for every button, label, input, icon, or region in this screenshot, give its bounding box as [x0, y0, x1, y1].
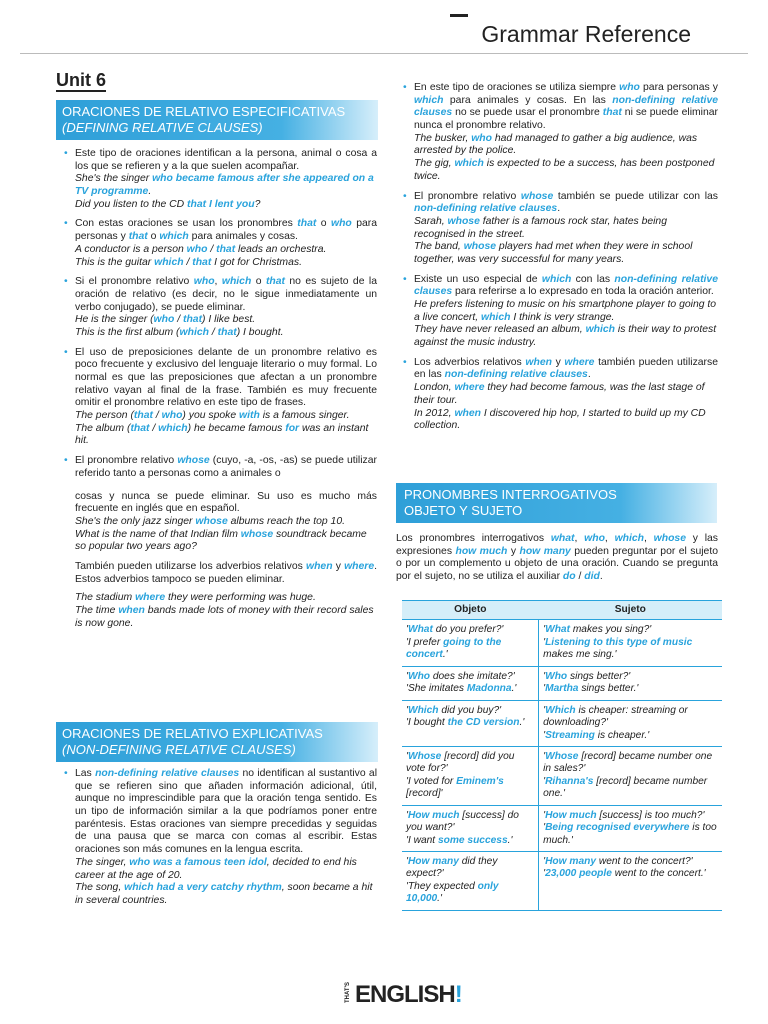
list-item: • El pronombre relativo whose también se puede utilizar con las non-defining relative clauses.	[403, 191, 718, 216]
table-cell: 'Which is cheaper: streaming or downloading?' 'Streaming is cheaper.'	[539, 700, 722, 746]
page-header	[0, 0, 768, 60]
table-cell: 'Whose [record] did you vote for?' 'I voted for Eminem's [record]'	[402, 746, 539, 805]
table-cell: 'What do you prefer?' 'I prefer going to the concert.'	[402, 620, 539, 666]
list-item: • Este tipo de oraciones identifican a la persona, animal o cosa a los que se refieren y a la que suelen acompañar.	[64, 148, 377, 173]
example: Sarah, whose father is a famous rock star, hates being recognised in the street. The band, whose players had met when they were in school together, was very successful for many years.	[414, 215, 693, 265]
right-column-text	[403, 82, 718, 433]
example: The singer, who was a famous teen idol, decided to end his career at the age of 20. The song, which had a very catchy rhythm, soon became a hit in several countries.	[75, 856, 373, 906]
table-cell: 'How many did they expect?' 'They expected only 10,000.'	[402, 852, 539, 911]
paragraph: cosas y nunca se puede eliminar. Su uso es mucho más frecuente en inglés que en español.	[75, 490, 377, 515]
table-cell: 'How much [success] do you want?' 'I want some success.'	[402, 805, 539, 851]
header-cell: Objeto	[402, 601, 539, 620]
example: London, where they had become famous, was the last stage of their tour. In 2012, when I discovered hip hop, I started to build up my CD collection.	[414, 382, 706, 432]
page-title: Grammar Reference	[481, 21, 691, 47]
interrogatives-paragraph: Los pronombres interrogativos what, who, which, whose y las expresiones how much y how many pueden preguntar por el sujeto o por un complemento u objeto de una oración. Cuando se pregunta por el sujeto, no se utiliza el auxiliar do / did.	[396, 533, 719, 583]
list-item: • El uso de preposiciones delante de un pronombre relativo es poco frecuente y exclusivo del lenguaje literario o muy formal. Lo normal es que las preposiciones que afectan a un pronombre relativo vayan al final de la frase. También es muy frecuente omitir el pronombre relativo en este tipo de frases.	[64, 347, 377, 410]
table-cell: 'Who sings better?' 'Martha sings better.'	[539, 666, 722, 700]
table-row	[402, 805, 722, 851]
table-cell: 'How many went to the concert?' '23,000 people went to the concert.'	[539, 852, 722, 911]
table-cell: 'Whose [record] became number one in sales?' 'Rihanna's [record] became number one.'	[539, 746, 722, 805]
unit-title: Unit 6	[56, 70, 107, 90]
example: The stadium where they were performing was huge. The time when bands made lots of money with their record sales is now gone.	[75, 592, 374, 629]
non-defining-section	[64, 768, 377, 908]
logo-small: THAT'S	[345, 982, 351, 1003]
band-subtitle: (NON-DEFINING RELATIVE CLAUSES)	[62, 742, 296, 757]
table-row	[402, 746, 722, 805]
example: The busker, who had managed to gather a big audience, was arrested by the police. The gig, which is expected to be a success, has been postponed twice.	[414, 132, 715, 182]
table-header-row	[402, 601, 722, 620]
list-item: • Existe un uso especial de which con las non-defining relative clauses para referirse a lo expresado en toda la oración anterior.	[403, 274, 718, 299]
table-cell: 'Which did you buy?' 'I bought the CD version.'	[402, 700, 539, 746]
list-item: • Si el pronombre relativo who, which o that no es sujeto de la oración de relativo (es decir, no le sigue inmediatamente un verbo conjugado), se puede eliminar.	[64, 276, 377, 314]
table-row	[402, 666, 722, 700]
example: She's the only jazz singer whose albums reach the top 10. What is the name of that Indian film whose soundtrack became so popular two years ago?	[75, 515, 367, 553]
table-cell: 'What makes you sing?' 'Listening to this type of music makes me sing.'	[539, 620, 722, 666]
list-item: • Con estas oraciones se usan los pronombres that o who para personas y that o which para animales y cosas.	[64, 218, 377, 243]
table-cell: 'How much [success] is too much?' 'Being recognised everywhere is too much.'	[539, 805, 722, 851]
list-item: • Las non-defining relative clauses no identifican al sustantivo al que se refieren sino que añaden información adicional, útil, aunque no imprescindible para que la oración tenga sentido. Es un tipo de información similar a la que podríamos poner entre paréntesis. Estas oraciones van siempre precedidas y seguidas de una pausa que se marca con comas al escribir. Estas oraciones son más comunes en la lengua escrita.	[64, 768, 377, 857]
section-band-interrogatives	[396, 483, 717, 523]
defining-section	[64, 148, 377, 630]
example: She's the singer who became famous after she appeared on a TV programme. Did you listen to the CD that I lent you?	[75, 173, 374, 210]
section-band-defining	[56, 100, 378, 140]
band-title: ORACIONES DE RELATIVO EXPLICATIVAS	[62, 726, 323, 741]
list-item: • El pronombre relativo whose (cuyo, -a, -os, -as) se puede utilizar referido tanto a personas como a animales o	[64, 455, 377, 480]
table-row	[402, 620, 722, 666]
table-row	[402, 852, 722, 911]
example: The person (that / who) you spoke with is a famous singer. The album (that / which) he became famous for was an instant hit.	[75, 410, 369, 447]
object-subject-table	[402, 600, 722, 911]
header-rule	[20, 53, 748, 54]
example: He is the singer (who / that) I like best. This is the first album (which / that) I bought.	[75, 314, 284, 338]
paragraph: También pueden utilizarse los adverbios relativos when y where. Estos adverbios tampoco se pueden eliminar.	[75, 560, 377, 585]
band-title: PRONOMBRES INTERROGATIVOS	[404, 487, 617, 502]
list-item: • En este tipo de oraciones se utiliza siempre who para personas y which para animales y cosas. En las non-defining relative clauses no se puede usar el pronombre that ni se puede eliminar nunca el pronombre relativo.	[403, 82, 718, 133]
header-cell: Sujeto	[539, 601, 722, 620]
header-dash	[450, 14, 468, 17]
example: A conductor is a person who / that leads an orchestra. This is the guitar which / that I got for Christmas.	[75, 243, 327, 268]
band-title: ORACIONES DE RELATIVO ESPECIFICATIVAS	[62, 104, 346, 119]
table-cell: 'Who does she imitate?' 'She imitates Madonna.'	[402, 666, 539, 700]
section-band-non-defining	[56, 722, 378, 762]
band-subtitle: (DEFINING RELATIVE CLAUSES)	[62, 120, 263, 135]
band-subtitle: OBJETO Y SUJETO	[404, 503, 523, 518]
list-item: • Los adverbios relativos when y where también pueden utilizarse en las non-defining relative clauses.	[403, 357, 718, 382]
logo-big: ENGLISH!	[355, 981, 462, 1008]
table-row	[402, 700, 722, 746]
example: He prefers listening to music on his smartphone player to going to a live concert, which I think is very strange. They have never released an album, which is their way to protest against the music industry.	[414, 299, 717, 349]
